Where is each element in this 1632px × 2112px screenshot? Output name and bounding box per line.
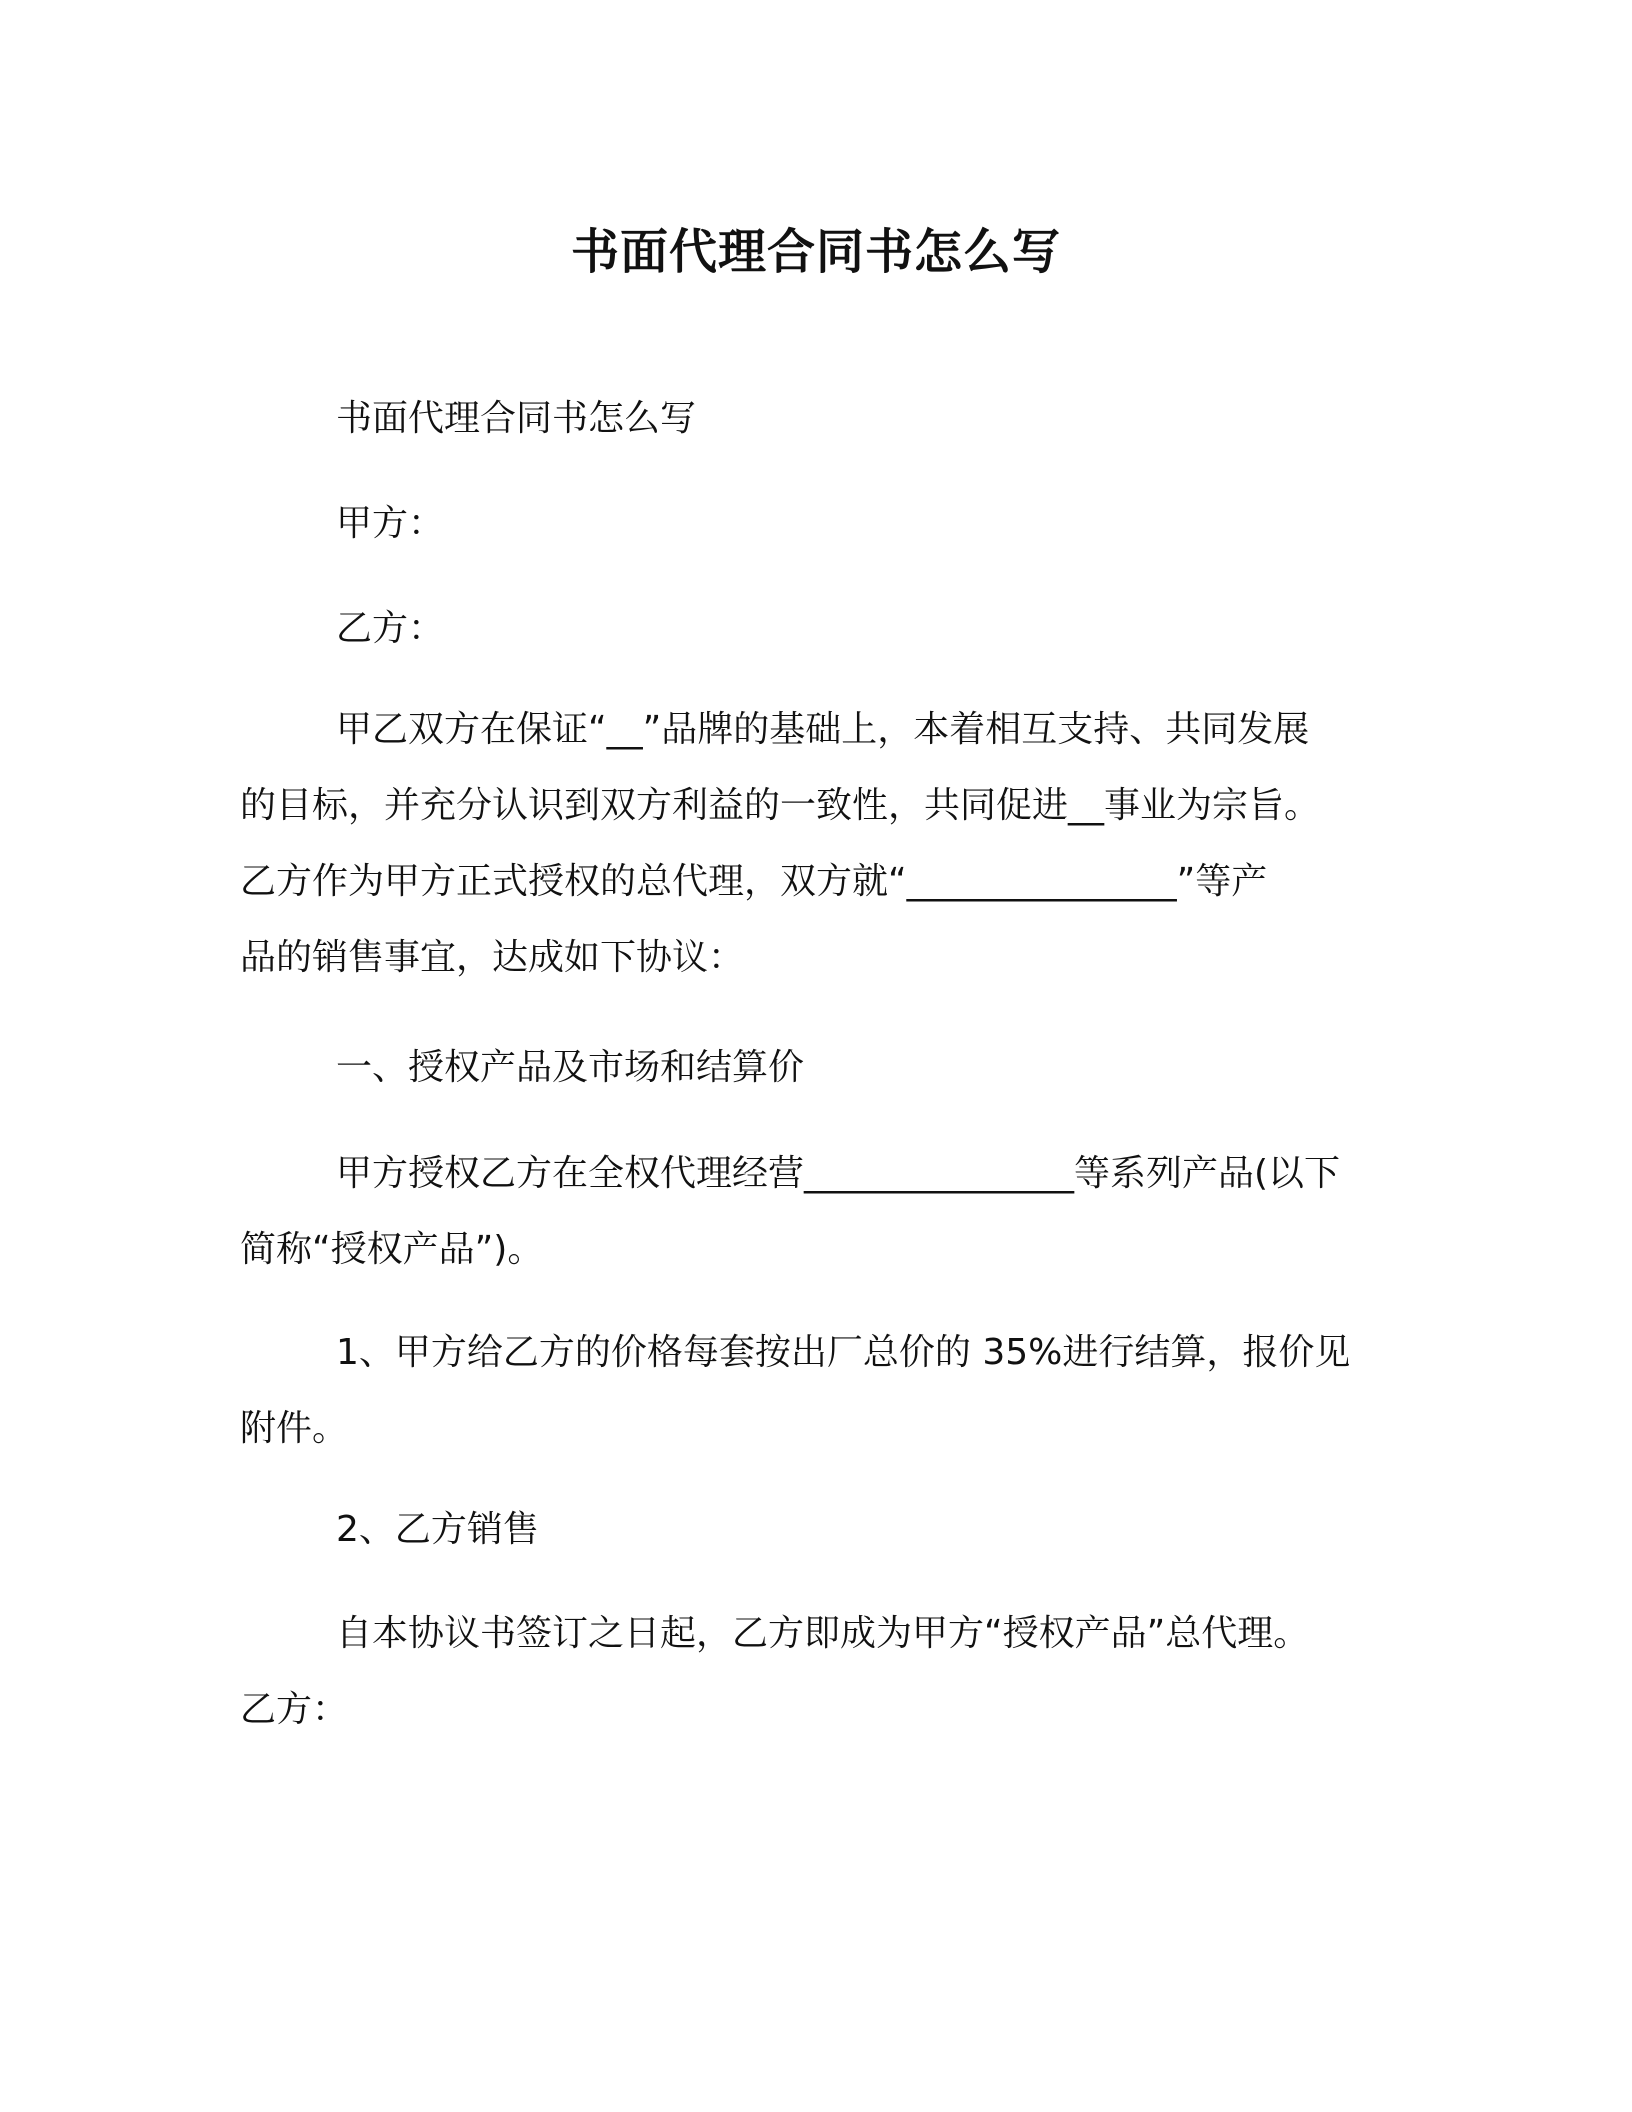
paragraph-line: 1、甲方给乙方的价格每套按出厂总价的 35%进行结算，报价见: [336, 1332, 1351, 1373]
paragraph-line: 乙方：: [336, 608, 445, 649]
paragraph-preamble: [240, 692, 1390, 996]
paragraph-subtitle: [240, 381, 1390, 457]
paragraph-line: 甲方：: [336, 503, 445, 544]
paragraph-line: 自本协议书签订之日起，乙方即成为甲方“授权产品”总代理。: [336, 1613, 1310, 1654]
document-title: 书面代理合同书怎么写: [570, 224, 1061, 280]
paragraph-line: 一、授权产品及市场和结算价: [336, 1047, 805, 1088]
paragraph-line: 甲乙双方在保证“__”品牌的基础上，本着相互支持、共同发展: [336, 709, 1310, 750]
paragraph-line: 附件。: [240, 1408, 349, 1449]
paragraph-line: 2、乙方销售: [336, 1509, 539, 1550]
section-heading-1: [240, 1030, 1390, 1106]
paragraph-line: 书面代理合同书怎么写: [336, 398, 697, 439]
paragraph-clause-2: [240, 1492, 1390, 1568]
paragraph-line: 的目标，并充分认识到双方利益的一致性，共同促进__事业为宗旨。: [240, 785, 1321, 826]
paragraph-line: 乙方：: [240, 1689, 349, 1730]
paragraph-party-b: [240, 591, 1390, 667]
paragraph-agency-start: [240, 1596, 1390, 1748]
paragraph-line: 乙方作为甲方正式授权的总代理，双方就“_______________”等产: [240, 861, 1268, 902]
paragraph-clause-1: [240, 1315, 1390, 1467]
paragraph-line: 品的销售事宜，达成如下协议：: [240, 937, 745, 978]
paragraph-line: 甲方授权乙方在全权代理经营_______________等系列产品(以下: [336, 1153, 1341, 1194]
paragraph-authorization: [240, 1136, 1390, 1288]
paragraph-party-a: [240, 486, 1390, 562]
paragraph-line: 简称“授权产品”)。: [240, 1229, 544, 1270]
